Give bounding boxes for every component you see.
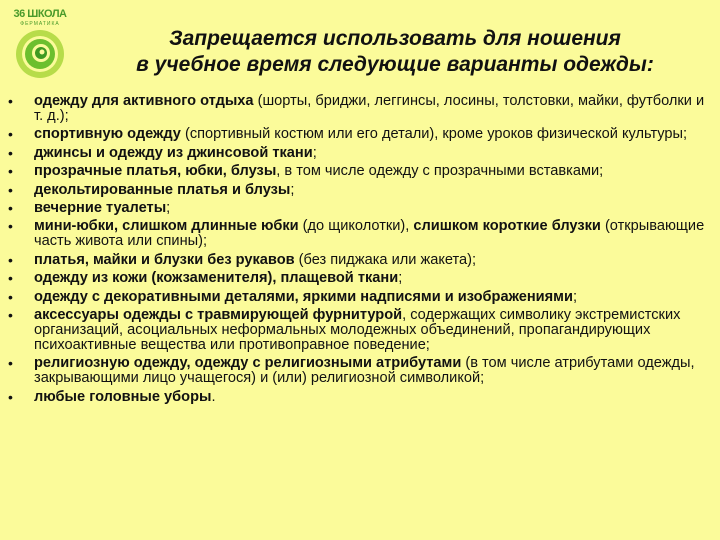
item-strong-text: любые головные уборы [34,388,212,405]
item-strong-text: слишком короткие блузки [413,218,601,235]
item-text: ; [166,199,171,216]
list-item [0,253,720,268]
list-item [0,127,720,142]
item-text: ; [398,270,403,287]
logo-subtitle: ФЕРМАТИКА [20,21,60,27]
item-text: (спортивный костюм или его детали), кроме уроков физической культуры; [180,126,688,143]
item-strong-text: платья, майки и блузки без рукавов [34,251,295,268]
logo-name: 36 ШКОЛА [13,8,67,20]
bullet-icon: • [8,251,13,268]
item-strong-text: религиозную одежду, одежду с религиозными атрибутами [34,355,462,372]
title-line-1: Запрещается использовать для ношения [169,27,621,50]
item-strong-text: одежду из кожи (кожзаменителя), плащевой ткани [34,270,399,287]
item-text: ; [290,181,295,198]
bullet-icon: • [8,270,13,287]
item-text: (в том числе атрибутами одежды, закрывающими лицо учащегося) и (или) религиозной символикой; [34,355,695,387]
bullet-icon: • [8,355,13,372]
item-strong-text: аксессуары одежды с травмирующей фурнитурой [34,306,403,323]
list-item [0,146,720,161]
item-text: (до щиколотки), [298,218,414,235]
list-item [0,219,720,249]
list-item [0,183,720,198]
item-strong-text: одежду с декоративными деталями, яркими надписями и изображениями [34,288,573,305]
item-text: . [211,388,216,405]
list-item [0,356,720,386]
bullet-icon: • [8,218,13,235]
school-logo [10,8,70,78]
item-strong-text: вечерние туалеты [34,199,167,216]
title-line-2: в учебное время следующие варианты одежды: [136,53,654,76]
item-strong-text: прозрачные платья, юбки, блузы [34,163,277,180]
bullet-icon: • [8,288,13,305]
bullet-icon: • [8,388,13,405]
bullet-icon: • [8,306,13,323]
list-item [0,201,720,216]
item-strong-text: джинсы и одежду из джинсовой ткани [34,144,313,161]
item-text: ; [572,288,577,305]
item-text: ; [312,144,317,161]
prohibited-clothing-list [0,94,720,408]
list-item [0,290,720,305]
item-text: , содержащих символику экстремистских организаций, асоциальных неформальных молодежных объединений, пропагандирующих психоактивные вещества или противоправное поведение; [34,306,681,353]
item-text: (шорты, бриджи, леггинсы, лосины, толстовки, майки, футболки и т. д.); [34,93,705,124]
bullet-icon: • [8,93,13,109]
list-item [0,390,720,405]
item-text: (без пиджака или жакета); [294,251,477,268]
bullet-icon: • [8,181,13,198]
item-text: (открывающие часть живота или спины); [34,218,705,250]
item-strong-text: спортивную одежду [34,126,181,143]
bullet-icon: • [8,163,13,180]
item-text: , в том числе одежду с прозрачными вставками; [276,163,604,180]
list-item [0,308,720,353]
list-item [0,164,720,179]
spiral-logo-icon [14,28,66,80]
list-item [0,271,720,286]
item-strong-text: декольтированные платья и блузы [34,181,291,198]
page-title [80,26,710,78]
bullet-icon: • [8,199,13,216]
item-strong-text: мини-юбки, слишком длинные юбки [34,218,299,235]
bullet-icon: • [8,144,13,161]
list-item [0,94,720,124]
item-strong-text: одежду для активного отдыха [34,93,254,109]
bullet-icon: • [8,126,13,143]
